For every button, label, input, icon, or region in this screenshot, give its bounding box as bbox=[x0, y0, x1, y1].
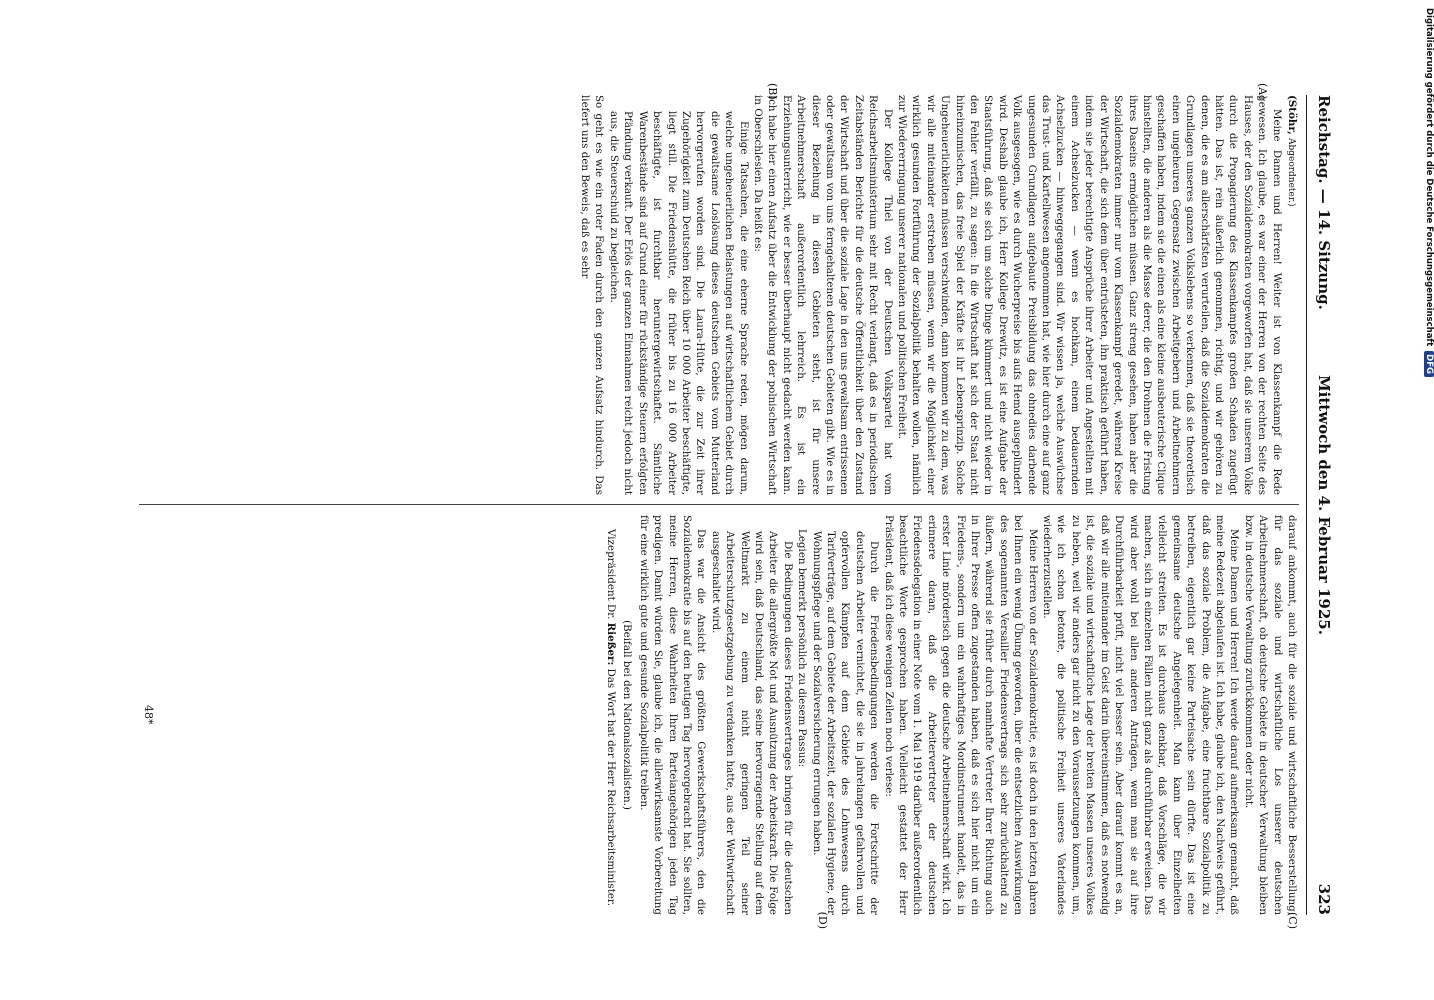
digitization-sidebar bbox=[1418, 0, 1434, 1000]
paragraph: Meine Damen und Herren! Weiter ist von Klassenkampf die Rede gewesen. Ich glaube, es war einer der Herren von der rechten Seite des Hauses, der den Sozialdemokraten vorgeworfen hat, daß sie unserem Volke durch die Propagierung des Klassenkampfes großen Schaden zugefügt hätten. Das ist, rein äußerlich genommen, richtig, und wir gehören zu denen, die es am allerschärfsten verurteilen, daß die Sozialdemokraten die Grundlagen unseres ganzen Volkslebens so verkennen, daß sie theoretisch einen ungeheuren Gegensatz zwischen Arbeitgebern und Arbeitnehmern geschaffen haben, indem sie die einen als eine kleine ausbeuterische Clique hinstellten, die anderen als die Masse derer, die den Drohnen die Fristung ihres Daseins ermöglichen müssen. Ganz streng gesehen, haben aber die Sozialdemokraten immer nur vom Klassenkampf geredet, während Kreise der Wirtschaft, die sich dem über entrüsteten, ihn praktisch geführt haben, indem sie jeder berechtigte Ansprüche ihrer Arbeiter und Angestellten mit einem Achselzucken — wenn es hochkam, einem bedauernden Achselzucken — hinweggegangen sind. Wir wissen ja, welche Auswüchse das Trust- und Kartellwesen angenommen hat, wie hier durch eine auf ganz ungesunden Grundlagen aufgebaute Preisbildung das ohnedies darbende Volk ausgesogen, wie es durch Wucherpreise bis aufs Hemd ausgeplündert wird. Deshalb glaube ich, Herr Kollege Drewitz, es ist eine Aufgabe der Staatsführung, daß sie sich um solche Dinge kümmert und nicht wieder in den Fehler verfällt, zu sagen: In die Wirtschaft hat sich der Staat nicht hineinzumischen, das freie Spiel der Kräfte ist ihr Lebensprinzip. Solche Ungeheuerlichkeiten müssen verschwinden, dann kommen wir zu dem, was wir alle miteinander erstreben müssen, wenn wir die Möglichkeit einer wirklich gesunden Fortführung der Sozialpolitik behalten wollen, nämlich zur Wiedererringung unserer nationalen und politischen Freiheit. bbox=[896, 95, 1283, 495]
dfg-logo: DFG bbox=[1424, 351, 1434, 377]
block-quote: Die Bedingungen dieses Friedensvertrages bringen für die deutschen Arbeiter die allergrößte Not und Ausnützung der Arbeitskraft. Die Folge wird sein, daß Deutschland, das seine hervorragende Stellung auf dem Weltmarkt zu einem nicht geringen Teil seiner Arbeiterschutzgesetzgebung zu verdanken hatte, aus der Weltwirtschaft ausgeschaltet wird. bbox=[709, 531, 794, 915]
block-quote: Einige Tatsachen, die eine eherne Sprache reden, mögen darum, welche ungeheuerlichen Belastungen auf wirtschaftlichem Gebiet durch die gewaltsame Loslösung dieses deutschen Gebiets vom Mutterland hervorgerufen worden sind. Die Laura-Hütte, die zur Zeit ihrer Zugehörigkeit zum Deutschen Reich über 10 000 Arbeiter beschäftigte, liegt still. Die Friedenshütte, die früher bis zu 16 000 Arbeiter beschäftigte, ist furchtbar heruntergewirtschaftet. Sämtliche Warenbestände sind auf Grund einer für rückständige Steuern erfolgten Pfändung verkauft. Der Erlös der ganzen Einnahmen reicht jedoch nicht aus, die Steuerschuld zu begleichen. bbox=[607, 111, 750, 495]
header-rule bbox=[1306, 95, 1307, 915]
vp-name: Rießer: bbox=[604, 622, 617, 666]
left-column bbox=[578, 83, 1299, 495]
paragraph: Meine Herren von der Sozialdemokratie, es ist doch in den letzten Jahren bei Ihnen ein wenig Übung geworden, über die entsetzlichen Auswirkungen des sogenannten Versailler Friedensvertrags sich sehr zurückhaltend zu äußern, während sie früher durch namhafte Vertreter Ihrer Richtung auch in Ihrer Presse offen zugestanden haben, daß es sich hier nicht um ein Friedens-, sondern um ein wahrhaftiges Mordinstrument handelt, das in erster Linie mörderisch gegen die deutsche Arbeitnehmerschaft wirkt. Ich erinnere daran, daß die Arbeitervertreter der deutschen Friedensdelegation in einer Note vom 1. Mai 1919 darüber außerordentlich beachtliche Worte gesprochen haben. Vielleicht gestattet der Herr Präsident, daß ich diese wenigen Zeilen noch verlese: bbox=[882, 515, 1039, 915]
speaker-line bbox=[1284, 95, 1299, 495]
page-header bbox=[1307, 95, 1335, 915]
vp-text: Das Wort hat der Herr Reichsarbeitsminister. bbox=[604, 668, 617, 906]
paragraph: Meine Damen und Herren! Ich werde darauf aufmerksam gemacht, daß meine Redezeit abgelaufen ist. Ich habe, glaube ich, den Nachweis geführt, daß das soziale Problem, die Aufgabe, eine fruchtbare Sozialpolitik zu betreiben, eigentlich gar keine Parteisache sein dürfte. Das ist eine gemeinsame deutsche Angelegenheit. Man kann über Einzelheiten vielleicht streiten. Es ist durchaus denkbar, daß Vorschläge, die wir machen, sich in einzelnen Fällen nicht ganz als durchführbar erweisen. Das wird aber wohl bei allen anderen Anträgen, wenn man sie auf ihre Durchführbarkeit prüft, nicht viel besser sein. Aber darauf kommt es an, daß wir alle miteinander im Geist darin übereinstimmen, daß es notwendig ist, die soziale und wirtschaftliche Lage der breiten Massen unseres Volkes zu heben, weil wir anders gar nicht zu den Voraussetzungen kommen, um, wie ich schon betonte, die politische Freiheit unseres Vaterlandes wiederherzustellen. bbox=[1041, 515, 1241, 915]
margin-marker-d: (D) bbox=[816, 911, 829, 929]
applause-note: (Beifall bei den Nationalsozialisten.) bbox=[621, 620, 634, 810]
margin-marker-b: (B) bbox=[766, 83, 779, 100]
block-quote: Durch die Friedensbedingungen werden die Fortschritte der deutschen Arbeiter vernichtet, die sie in jahrelangen gefahrvollen und opfervollen Kämpfen auf dem Gebiete des Lohnwesens durch Tarifverträge, auf dem Gebiete der Arbeitszeit, der sozialen Hygiene, der Wohnungspflege und der Sozialversicherung errungen haben. bbox=[810, 531, 881, 915]
margin-marker-a: (A) bbox=[1256, 83, 1269, 100]
sheet-signature: 48* bbox=[142, 705, 155, 725]
paragraph: Legien bemerkt persönlich zu diesem Passus: bbox=[796, 529, 809, 768]
paragraph: Das war die Ansicht des größten Gewerkschaftsführers, den die Sozialdemokratie bis auf den heutigen Tag hervorgebracht hat. Sie sollten, meine Herren, diese Wahrheiten Ihren Parteiangehörigen jeden Tag predigen. Damit würden Sie, glaube ich, die allerwirksamste Vorbereitung für eine wirklich gute und gesunde Sozialpolitik treiben. bbox=[637, 515, 708, 915]
speaker-role: Abgeordneter.) bbox=[1286, 137, 1296, 207]
paragraph: darauf ankommt, auch für die soziale und wirtschaftliche Besserstellung, für das soziale und wirtschaftliche Los unserer deutschen Arbeitnehmerschaft, ob deutsche Gebiete in deutscher Verwaltung bleiben bzw. in deutsche Verwaltung zurückkommen oder nicht. bbox=[1242, 515, 1298, 915]
column-separator bbox=[139, 504, 1299, 505]
document-page bbox=[95, 83, 1335, 929]
digitization-credit bbox=[1424, 8, 1434, 377]
paragraph: Der Kollege Thiel von der Deutschen Volkspartei hat vom Reichsarbeitsministerium sehr mit Recht verlangt, daß es in periodischen Zeitabständen Berichte für die deutsche Öffentlichkeit über den Zustand der Wirtschaft und über die soziale Lage in den uns gewaltsam entrissenen oder gewaltsam von uns ferngehaltenen deutschen Gebieten gibt. Wie es in dieser Beziehung in diesen Gebieten steht, ist für unsere Arbeitnehmerschaft außerordentlich lehrreich. Es ist ein Erziehungsunterricht, wie er besser überhaupt nicht gedacht werden kann. Ich habe hier einen Aufsatz über die Entwicklung der polnischen Wirtschaft in Oberschlesien. Da heißt es: bbox=[751, 95, 894, 495]
header-session: Reichstag. — 14. Sitzung. bbox=[1315, 95, 1333, 310]
right-column bbox=[604, 515, 1300, 929]
vice-president-line bbox=[604, 515, 618, 915]
credit-text: Digitalisierung gefördert durch die Deutsche Forschungsgemeinschaft bbox=[1424, 8, 1434, 347]
vp-intro: Vizepräsident Dr. bbox=[604, 529, 617, 620]
paragraph: So geht es wie ein roter Faden durch den ganzen Aufsatz hindurch. Das liefert uns den Beweis, daß es sehr bbox=[579, 95, 606, 495]
page-number: 323 bbox=[1315, 883, 1333, 915]
header-date: Mittwoch den 4. Februar 1925. bbox=[1315, 375, 1333, 635]
margin-marker-c: (C) bbox=[1286, 912, 1299, 929]
speaker-name: (Stöhr, bbox=[1286, 95, 1298, 135]
